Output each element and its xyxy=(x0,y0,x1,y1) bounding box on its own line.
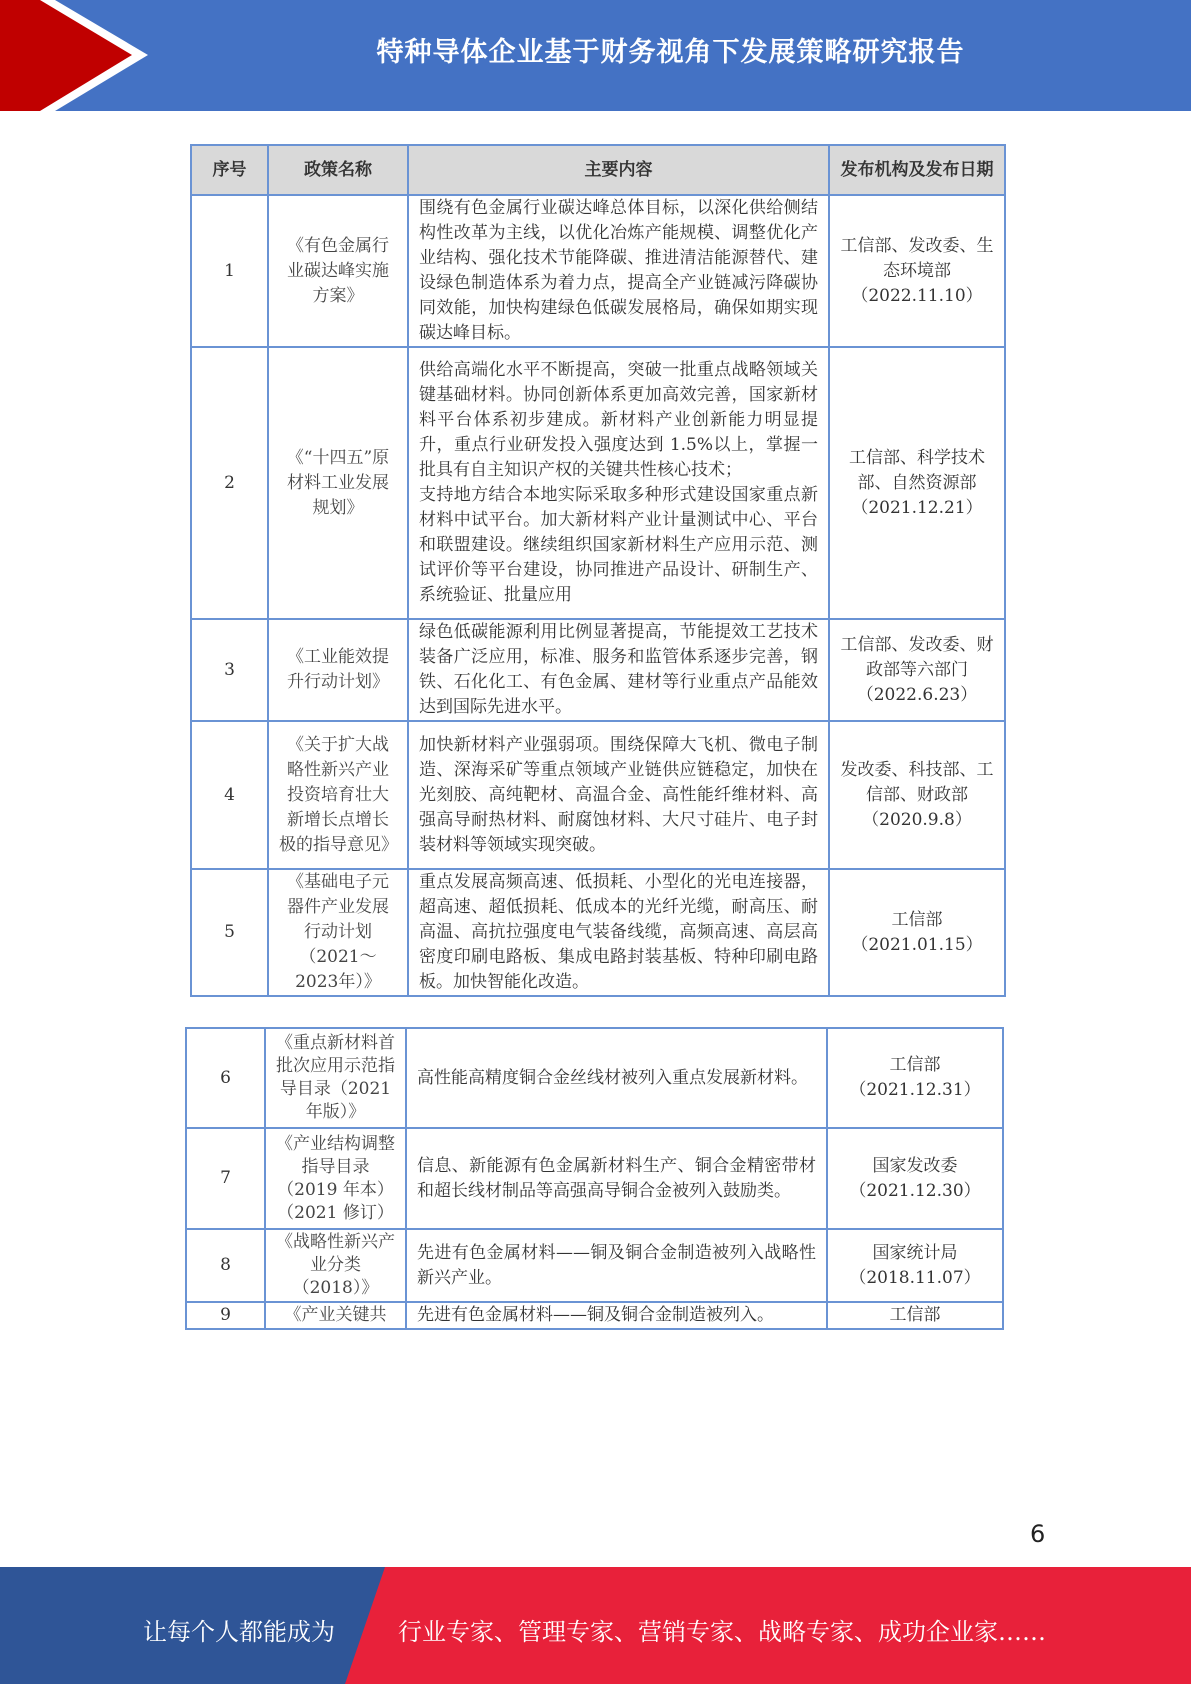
footer-slogan-right: 行业专家、管理专家、营销专家、战略专家、成功企业家…… xyxy=(398,1618,1046,1646)
issuer-cell xyxy=(829,619,1005,721)
table-row xyxy=(186,1028,1003,1128)
policy-content-continued: 支持地方结合本地实际采取多种形式建设国家重点新材料中试平台。加大新材料产业计量测试中心、平台和联盟建设。继续组织国家新材料生产应用示范、测试评价等平台建设，协同推进产品设计、研制生产、系统验证、批量应用 xyxy=(419,485,818,605)
row-index: 8 xyxy=(186,1229,265,1302)
issuer-cell xyxy=(829,195,1005,347)
policy-content-cell xyxy=(408,347,829,619)
table-row xyxy=(191,347,1005,619)
page-number: 6 xyxy=(1030,1520,1046,1548)
policy-name: 《有色金属行业碳达峰实施方案》 xyxy=(268,195,408,347)
issuer-name: 工信部 xyxy=(889,1305,941,1325)
policy-content: 重点发展高频高速、低损耗、小型化的光电连接器，超高速、超低损耗、低成本的光纤光缆，耐高压、耐高温、高抗拉强度电气装备线缆，高频高速、高层高密度印刷电路板、集成电路封装基板、特种印刷电路板。加快智能化改造。 xyxy=(408,869,829,996)
header-index: 序号 xyxy=(191,145,268,195)
document-title: 特种导体企业基于财务视角下发展策略研究报告 xyxy=(376,37,965,68)
policy-table xyxy=(190,144,1006,997)
issue-date: （2022.11.10） xyxy=(851,285,983,306)
issuer-name: 工信部 xyxy=(891,909,943,930)
policy-name: 《重点新材料首批次应用示范指导目录（2021 年版）》 xyxy=(265,1028,406,1128)
issuer-cell xyxy=(829,869,1005,996)
header-issuer-date: 发布机构及发布日期 xyxy=(829,145,1005,195)
issuer-name: 工信部、发改委、生态环境部 xyxy=(840,235,994,281)
row-index: 3 xyxy=(191,619,268,721)
table-row xyxy=(191,869,1005,996)
issuer-cell xyxy=(829,721,1005,869)
table-row xyxy=(191,619,1005,721)
policy-name: 《工业能效提升行动计划》 xyxy=(268,619,408,721)
issuer-cell xyxy=(827,1229,1003,1302)
header-main-content: 主要内容 xyxy=(408,145,829,195)
policy-name: 《产业结构调整指导目录（2019 年本）（2021 修订） xyxy=(265,1128,406,1229)
issuer-name: 国家发改委 xyxy=(872,1155,958,1176)
issuer-name: 工信部、发改委、财政部等六部门 xyxy=(840,634,994,680)
issuer-name: 国家统计局 xyxy=(872,1242,958,1263)
row-index: 4 xyxy=(191,721,268,869)
issuer-name: 发改委、科技部、工信部、财政部 xyxy=(840,759,994,805)
header-arrow-icon xyxy=(0,0,160,111)
policy-name: 《关于扩大战略性新兴产业投资培育壮大新增长点增长极的指导意见》 xyxy=(268,721,408,869)
issuer-name: 工信部、科学技术部、自然资源部 xyxy=(849,447,985,493)
table-row xyxy=(191,195,1005,347)
page-header xyxy=(0,0,1191,111)
issuer-cell xyxy=(829,347,1005,619)
table-row xyxy=(191,721,1005,869)
policy-name: 《基础电子元器件产业发展行动计划（2021～2023年）》 xyxy=(268,869,408,996)
policy-content: 高性能高精度铜合金丝线材被列入重点发展新材料。 xyxy=(406,1028,827,1128)
issue-date: （2018.11.07） xyxy=(849,1267,981,1288)
policy-name: 《战略性新兴产业分类（2018）》 xyxy=(265,1229,406,1302)
header-policy-name: 政策名称 xyxy=(268,145,408,195)
table-header-row xyxy=(191,145,1005,195)
policy-content: 先进有色金属材料——铜及铜合金制造被列入战略性新兴产业。 xyxy=(406,1229,827,1302)
issue-date: （2020.9.8） xyxy=(862,809,972,830)
issue-date: （2021.12.21） xyxy=(851,497,983,518)
table-row xyxy=(186,1229,1003,1302)
row-index: 2 xyxy=(191,347,268,619)
row-index: 9 xyxy=(186,1302,265,1329)
policy-content: 绿色低碳能源利用比例显著提高，节能提效工艺技术装备广泛应用，标准、服务和监管体系逐步完善，钢铁、石化化工、有色金属、建材等行业重点产品能效达到国际先进水平。 xyxy=(408,619,829,721)
issuer-name: 工信部 xyxy=(889,1055,941,1075)
policy-content: 信息、新能源有色金属新材料生产、铜合金精密带材和超长线材制品等高强高导铜合金被列入鼓励类。 xyxy=(406,1128,827,1229)
footer-slogan-left: 让每个人都能成为 xyxy=(143,1618,335,1646)
issue-date: （2021.12.30） xyxy=(849,1180,981,1201)
policy-content: 先进有色金属材料——铜及铜合金制造被列入。 xyxy=(406,1302,827,1329)
row-index: 7 xyxy=(186,1128,265,1229)
issue-date: （2021.12.31） xyxy=(849,1080,981,1100)
row-index: 5 xyxy=(191,869,268,996)
policy-content: 加快新材料产业强弱项。围绕保障大飞机、微电子制造、深海采矿等重点领域产业链供应链稳定，加快在光刻胶、高纯靶材、高温合金、高性能纤维材料、高强高导耐热材料、耐腐蚀材料、大尺寸硅片、电子封装材料等领域实现突破。 xyxy=(408,721,829,869)
policy-name: 《产业关键共 xyxy=(265,1302,406,1329)
issue-date: （2022.6.23） xyxy=(856,684,978,705)
issuer-cell xyxy=(827,1028,1003,1128)
row-index: 1 xyxy=(191,195,268,347)
table-row xyxy=(186,1128,1003,1229)
issue-date: （2021.01.15） xyxy=(851,934,983,955)
policy-table-continued xyxy=(185,1027,1004,1330)
issuer-cell xyxy=(827,1302,1003,1329)
policy-content: 围绕有色金属行业碳达峰总体目标，以深化供给侧结构性改革为主线，以优化冶炼产能规模、调整优化产业结构、强化技术节能降碳、推进清洁能源替代、建设绿色制造体系为着力点，提高全产业链减污降碳协同效能，加快构建绿色低碳发展格局，确保如期实现碳达峰目标。 xyxy=(408,195,829,347)
policy-name: 《“十四五”原材料工业发展规划》 xyxy=(268,347,408,619)
page-footer xyxy=(0,1567,1191,1684)
table-row xyxy=(186,1302,1003,1329)
row-index: 6 xyxy=(186,1028,265,1128)
issuer-cell xyxy=(827,1128,1003,1229)
policy-content: 供给高端化水平不断提高，突破一批重点战略领域关键基础材料。协同创新体系更加高效完善，国家新材料平台体系初步建成。新材料产业创新能力明显提升，重点行业研发投入强度达到 1.5%以上，掌握一批具有自主知识产权的关键共性核心技术； xyxy=(419,360,818,480)
